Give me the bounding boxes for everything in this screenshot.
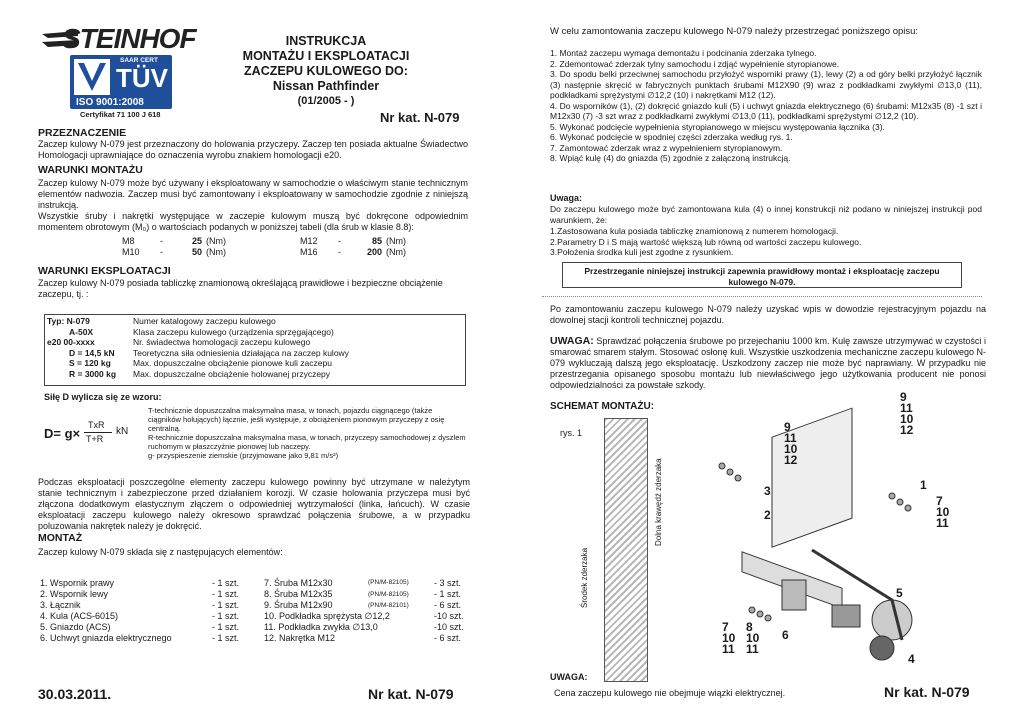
typ-row [45,369,351,380]
sruby-text: Wszystkie śruby i nakrętki występujące w zaczepie kulowym muszą być dokręcone odpowiednim momentem obrotowym (M₀) o wartościach podanych w poniższej tabeli (dla śrub w klasie 8.8): [38,211,468,232]
typ-row [45,348,351,359]
po-text: Po zamontowaniu zaczepu kulowego N-079 należy uzyskać wpis w dowodzie rejestracyjnym pojazdu na dowolnej stacji kontroli technicznej pojazdu. [550,304,986,325]
part-qty: -10 szt. [434,622,464,632]
callout: 10 [936,505,950,519]
part-qty: - 6 szt. [434,600,462,610]
torque-cell: M12 [300,236,318,246]
part-name: 12. Nakrętka M12 [264,633,336,643]
callout-group-bl2 [746,622,759,655]
callout: 11 [784,431,797,445]
uwaga2-text: Sprawdzać połączenia śrubowe po przejechaniu 1000 km. Kulę zawsze utrzymywać w czystości i smarować smarem stałym. Stosować osłonę kuli. Wszystkie uszkodzenia mechaniczne zaczepu kulowego N-079 wykluczają dalszą jego eksploatację. Uszkodzony zaczep nie może być naprawiany. W przypadku nie przestrzegania opisanego sposobu montażu lub niewłaściwego jego użytkowania producent nie ponosi odpowiedzialności za powstałe szkody. [550,336,986,390]
callout: 4 [908,652,915,666]
part-qty: - 1 szt. [434,589,462,599]
right-page [512,0,1024,725]
sila-title: Siłę D wylicza się ze wzoru: [44,392,162,402]
torque-value: 85 [371,236,382,246]
uwaga2-label: UWAGA: [550,335,594,347]
step-item: 8. Wpiąć kulę (4) do gniazda (5) zgodnie z załączoną instrukcją. [550,153,791,163]
typ-key: Typ: N-079 [47,316,90,326]
torque-unit: (Nm) [386,236,406,246]
callout: 12 [784,453,798,467]
montaz-title: MONTAŻ [38,532,83,544]
cert-top: SAAR CERT [120,57,158,64]
part-qty: - 1 szt. [212,611,240,621]
title-block [226,34,426,109]
part-name: 5. Gniazdo (ACS) [40,622,111,632]
list-item [262,622,466,633]
typ-desc: Teoretyczna siła odniesienia działająca na zaczep kulowy [133,347,349,358]
part-name: 1. Wspornik prawy [40,578,115,588]
torque-value: 50 [191,247,202,257]
certyfikat: Certyfikat 71 100 J 618 [80,110,161,119]
torque-table [120,236,408,258]
part-name: 2. Wspornik lewy [40,589,109,599]
callout: 1 [920,478,927,492]
brand-name: STEINHOF [62,23,196,54]
part-qty: - 1 szt. [212,633,240,643]
title-line-4: Nissan Pathfinder [272,79,380,93]
nr-kat-bottom-left: Nr kat. N-079 [368,686,454,702]
uwaga2-block [550,336,986,391]
list-item [38,611,241,622]
formula-note: R-technicznie dopuszczalna maksymalna masa, w tonach, przyczepy samochodowej z dyszlem ruchomym w płaszczyźnie pionowej lub naczepy. [148,433,466,451]
tuv-emblem-icon [72,57,112,97]
uwaga-point: 2.Parametry D i S mają wartość większą lub równą od wartości zaczepu kulowego. [550,236,862,247]
callout: 10 [722,631,736,645]
uwaga-point: 1.Zastosowana kula posiada tabliczkę znamionową z numerem homologacji. [550,226,839,236]
typ-desc: Max. dopuszczalne obciążenie holowanej przyczepy [133,368,331,379]
list-item [262,600,466,611]
part-qty: - 6 szt. [434,633,462,643]
part-qty: -10 szt. [434,611,464,621]
part-qty: - 3 szt. [434,578,462,588]
footer-uwaga: UWAGA: [550,672,588,682]
typ-box [44,314,466,386]
uwaga-title: Uwaga: [550,193,583,203]
typ-row [45,316,351,327]
typ-key: A-50X [69,326,94,337]
typ-desc: Klasa zaczepu kulowego (urządzenia sprzęgającego) [133,326,334,337]
callout: 11 [900,401,913,415]
callout: 11 [722,642,735,656]
list-item [262,633,466,644]
torque-cell: - [160,247,163,257]
intro-text: W celu zamontowania zaczepu kulowego N-079 należy przestrzegać poniższego opisu: [550,26,919,37]
list-item [38,600,241,611]
part-name: 3. Łącznik [40,600,81,610]
torque-unit: (Nm) [386,247,406,257]
torque-cell: M10 [122,247,140,257]
formula [44,420,140,450]
warunki-montazu-text: Zaczep kulowy N-079 może być używany i eksploatowany w samochodzie o właściwym stanie technicznym elementów nadwozia. Zaczep musi być zamontowany i eksploatowany w samochodzie zgodnie z niniejszą instrukcją. [38,178,468,210]
formula-note: T-technicznie dopuszczalna maksymalna masa, w tonach, pojazdu ciągnącego (także ciągników holujących) łącznie, jeśli występuje, z obciążeniem pionowym przyczepy z osię centralną. [148,406,445,433]
callout: 10 [784,442,798,456]
torque-unit: (Nm) [206,236,226,246]
title-line-2: MONTAŻU I EKSPLOATACJI [242,49,410,63]
torque-cell: - [338,236,341,246]
callout: 11 [746,642,759,656]
parts-list-left [38,578,241,644]
part-name: 6. Uchwyt gniazda elektrycznego [40,633,172,643]
part-name: 9. Śruba M12x90 [264,600,333,610]
part-name: 10. Podkładka sprężysta ∅12,2 [264,611,390,621]
callout-group-top [900,392,913,436]
formula-notes [148,406,466,460]
part-qty: - 1 szt. [212,589,240,599]
typ-key: e20 00-xxxx [47,337,95,347]
divider [542,296,982,297]
list-item [38,633,241,644]
srodek-label-box [580,520,596,610]
bumper-section [604,418,648,682]
callout: 9 [784,420,791,434]
warunki-eksploatacji-text: Zaczep kulowy N-079 posiada tabliczkę znamionową określającą prawidłowe i bezpieczne obciążenie zaczepu, tj. : [38,278,443,299]
podczas-text: Podczas eksploatacji poszczególne elementy zaczepu kulowego powinny być utrzymane w należytym stanie technicznym i zabezpieczone przed działaniem korozji. W czasie holowania przyczepa musi być złączona dodatkowym elastycznym złączem o odpowiedniej wytrzymałości (linka, łańcuch). W czasie eksploatacji zaczepu kulowego należy okresowo sprawdzać połączenia śrubowe, a w przypadku poluzowania nakrętek należy je dokręcić. [38,477,470,531]
formula-numerator: TxR [88,420,105,430]
title-line-3: ZACZEPU KULOWEGO DO: [244,64,408,78]
title-line-1: INSTRUKCJA [285,34,367,48]
iso-label: ISO 9001:2008 [76,97,144,108]
torque-unit: (Nm) [206,247,226,257]
part-qty: - 1 szt. [212,578,240,588]
list-item [262,578,466,589]
part-qty: - 1 szt. [212,622,240,632]
step-item: 2. Zdemontować zderzak tylny samochodu i zdjąć wypełnienie styropianowe. [550,58,840,69]
typ-desc: Numer katalogowy zaczepu kulowego [133,316,276,326]
callout: 9 [900,390,907,404]
step-item: 5. Wykonać podcięcie wypełnienia styropianowego w miejscu występowania łącznika (3). [550,121,885,132]
warunki-eksploatacji-title: WARUNKI EKSPLOATACJI [38,265,171,277]
callout: 2 [764,508,771,522]
dolna-label: Dolna krawędź zderzaka [654,458,663,546]
date: 30.03.2011. [38,686,112,702]
list-item [262,611,466,622]
steinhof-logo [40,23,208,54]
typ-row [45,337,351,348]
callout: 5 [896,586,903,600]
schemat-title: SCHEMAT MONTAŻU: [550,401,655,412]
part-std: (PN/M-82105) [368,591,409,598]
part-std: (PN/M-82101) [368,602,409,609]
formula-unit: kN [116,426,129,437]
typ-desc: Max. dopuszczalne obciążenie pionowe kuli zaczepu [133,358,332,368]
nr-kat-top: Nr kat. N-079 [380,110,460,125]
torque-cell: - [160,236,163,246]
torque-cell: M8 [122,236,135,246]
list-item [38,589,241,600]
callout-group-mid [784,422,797,466]
footer-text: Cena zaczepu kulowego nie obejmuje wiązki elektrycznej. [554,688,786,698]
typ-key: S = 120 kg [69,358,111,368]
list-item [262,589,466,600]
step-item: 7. Zamontować zderzak wraz z wypełnieniem styropianowym. [550,142,783,153]
callout-group-bl1 [722,622,735,655]
part-name: 8. Śruba M12x35 [264,589,333,599]
callout: 10 [900,412,914,426]
callout: 11 [936,516,949,530]
part-qty: - 1 szt. [212,600,240,610]
callout: 12 [900,423,914,437]
part-name: 7. Śruba M12x30 [264,578,333,588]
dolna-label-box [654,428,670,548]
title-line-5: (01/2005 - ) [297,95,355,107]
callout: 7 [722,620,729,634]
callout-group-right [936,496,949,529]
step-item: 3. Do spodu belki przeciwnej samochodu przyłożyć wsporniki prawy (1), lewy (2) a od góry belki przyłożyć łącznik (3) następnie skręcić w fabrycznych punktach śrubami M12X90 (9) wraz z podkładkami zwykłymi ∅13,0 (11), podkładkami sprężystymi ∅12,2 (10) i nakrętkami M12 (12). [550,69,982,100]
typ-key: D = 14,5 kN [69,347,115,358]
nr-kat-bottom-right: Nr kat. N-079 [884,684,970,700]
part-std: (PN/M-82105) [368,579,409,586]
torque-row [120,236,408,247]
callout: 10 [746,631,760,645]
uwaga-points [550,226,982,258]
formula-divider [84,432,112,433]
cert-mark: TÜV [116,63,168,93]
parts-list-right [262,578,466,644]
torque-cell: M16 [300,247,318,257]
uwaga-text: Do zaczepu kulowego może być zamontowana kula (4) o innej konstrukcji niż podano w niniejszej instrukcji pod warunkiem, że: [550,204,982,225]
steps-list [550,48,982,164]
tuv-badge [70,55,172,109]
rys-label: rys. 1 [560,428,583,438]
step-item: 4. Do wsporników (1), (2) dokręcić gniazdo kuli (5) i uchwyt gniazda elektrycznego (6) śrubami: M12x35 (8) -1 szt i M12x30 (7) -3 szt wraz z podkładkami zwykłymi ∅13,0 (11), podkładkami sprężystymi ∅12,2 (10). [550,100,982,121]
przeznaczenie-title: PRZEZNACZENIE [38,127,127,139]
step-item: 1. Montaż zaczepu wymaga demontażu i podcinania zderzaka tylnego. [550,48,817,58]
montaz-text: Zaczep kulowy N-079 składa się z następujących elementów: [38,547,283,557]
srodek-label: Środek zderzaka [580,547,589,608]
part-name: 11. Podkładka zwykła ∅13,0 [264,622,378,632]
uwaga-point: 3.Położenia środka kuli jest zgodne z rysunkiem. [550,247,734,257]
formula-note: g- przyspieszenie ziemskie (przyjmowane jako 9,81 m/s²) [148,451,339,460]
callout: 8 [746,620,753,634]
torque-row [120,247,408,258]
torque-value: 200 [366,247,382,257]
torque-cell: - [338,247,341,257]
list-item [38,578,241,589]
typ-key: R = 3000 kg [69,368,117,379]
part-name: 4. Kula (ACS-6015) [40,611,119,621]
step-item: 6. Wykonać podcięcie w spodniej części zderzaka według rys. 1. [550,132,793,142]
callout: 7 [936,494,943,508]
notice-box: Przestrzeganie niniejszej instrukcji zapewnia prawidłowy montaż i eksploatację zaczepu kulowego N-079. [562,262,962,288]
typ-row [45,358,351,369]
torque-value: 25 [191,236,202,246]
formula-left: D= g× [44,426,81,441]
typ-row [45,327,351,338]
formula-denominator: T+R [86,434,104,444]
przeznaczenie-text: Zaczep kulowy N-079 jest przeznaczony do holowania przyczepy. Zaczep ten posiada aktualne Świadectwo Homologacji uprawniające do oznaczenia wyrobu znakiem homologacji e20. [38,139,468,160]
callout: 3 [764,484,771,498]
list-item [38,622,241,633]
warunki-montazu-title: WARUNKI MONTAŻU [38,164,143,176]
typ-desc: Nr. świadectwa homologacji zaczepu kulowego [133,337,311,347]
callout: 6 [782,628,789,642]
